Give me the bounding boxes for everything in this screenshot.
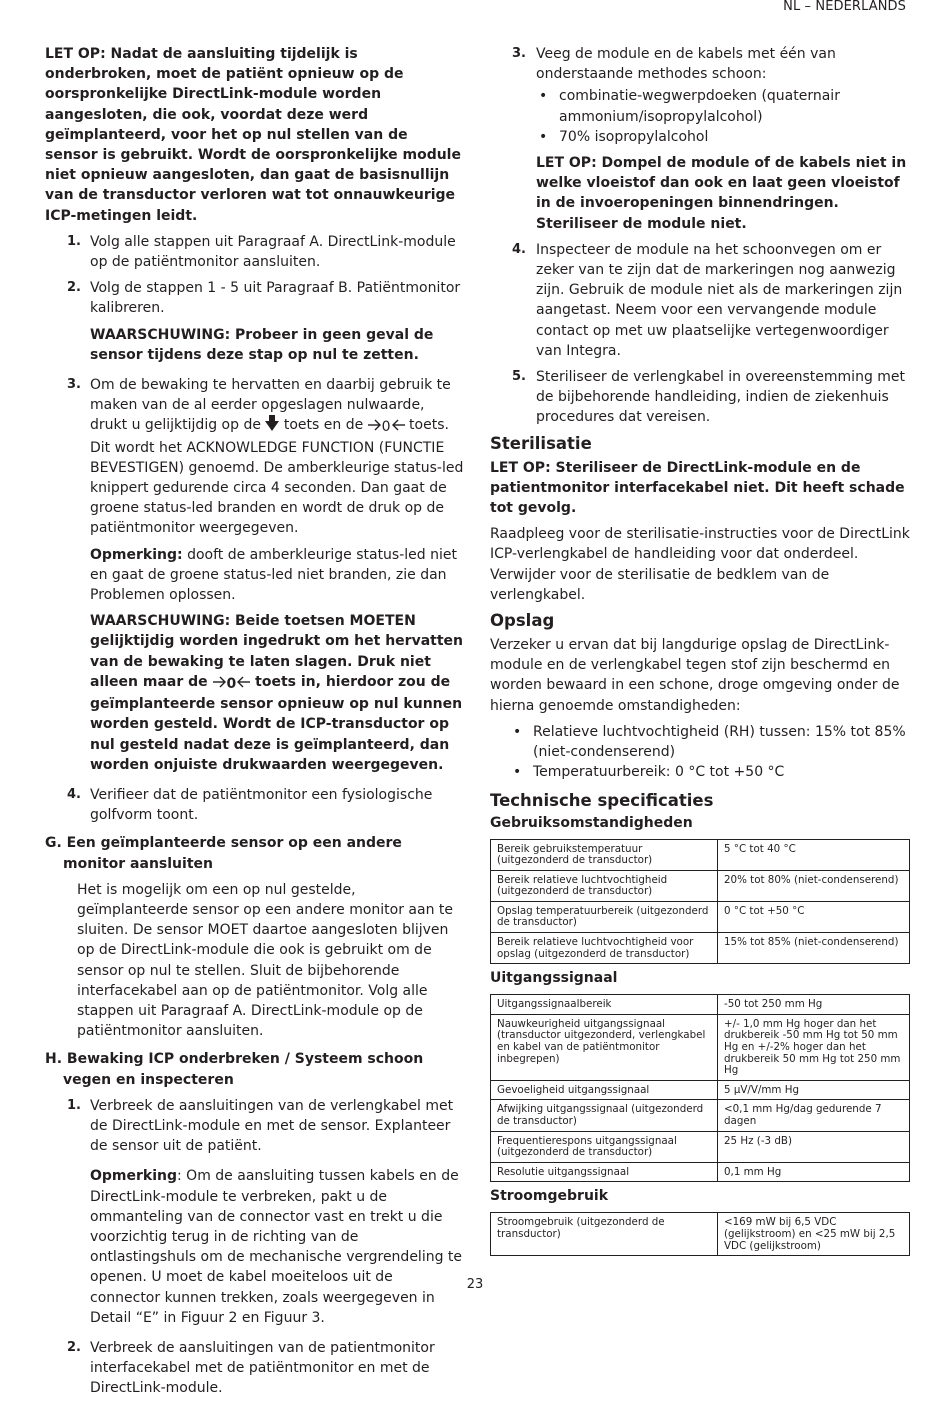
table-cell: Gevoeligheid uitgangssignaal <box>491 1080 718 1100</box>
h-step-1 <box>45 1096 465 1157</box>
step-2 <box>45 278 465 318</box>
h-step-1-note <box>45 1166 465 1328</box>
clean-caution: LET OP: Dompel de module of de kabels niet in welke vloeistof dan ook en laat geen vloeistof in de invoeropeningen binnendringen. Steriliseer de module niet. <box>536 155 907 232</box>
bullet-text: 70% isopropylalcohol <box>559 128 709 145</box>
section-h-title: H. Bewaking ICP onderbreken / Systeem schoon vegen en inspecteren <box>45 1051 424 1088</box>
step-3-warning <box>45 611 465 775</box>
step-text-post: toets. Dit wordt het ACKNOWLEDGE FUNCTION (FUNCTIE BEVESTIGEN) genoemd. De amberkleurige status-led knippert gedurende circa 4 seconden. Dan gaat de groene status-led branden en wordt de druk op de patiëntmonitor weergegeven. <box>90 417 464 537</box>
stroom-table <box>490 1212 910 1256</box>
table-row <box>491 839 910 870</box>
table-row <box>491 901 910 932</box>
zero-key-icon <box>368 417 405 437</box>
step-1 <box>45 232 465 272</box>
table-cell: +/- 1,0 mm Hg hoger dan het drukbereik -50 mm Hg tot 50 mm Hg en +/-2% hoger dan het drukbereik 50 mm Hg tot 250 mm Hg <box>718 1014 910 1080</box>
table-cell: Uitgangssignaalbereik <box>491 995 718 1015</box>
table-cell: 5 μV/V/mm Hg <box>718 1080 910 1100</box>
table-row <box>491 1213 910 1256</box>
step-number: 2. <box>67 1339 81 1355</box>
language-header: NL – NEDERLANDS <box>783 0 906 14</box>
table-cell: Afwijking uitgangssignaal (uitgezonderd de transductor) <box>491 1100 718 1131</box>
step-2-warning: WAARSCHUWING: Probeer in geen geval de sensor tijdens deze stap op nul te zetten. <box>90 326 434 363</box>
table-row <box>491 933 910 964</box>
section-g-text: Het is mogelijk om een op nul gestelde, geïmplanteerde sensor op een andere monitor aan te sluiten. De sensor MOET daartoe aangesloten blijven op de DirectLink-module die ook is gebruikt om de sensor op nul te stellen. Sluit de bijbehorende interfacekabel aan op de patiëntmonitor. Volg alle stappen uit Paragraaf A. DirectLink-module op de patiëntmonitor aansluiten. <box>77 881 454 1040</box>
table-row <box>491 1014 910 1080</box>
step-4-inspect <box>490 240 910 361</box>
table-cell: Bereik relatieve luchtvochtigheid voor opslag (uitgezonderd de transductor) <box>491 933 718 964</box>
bullet-item: • Temperatuurbereik: 0 °C tot +50 °C <box>513 764 785 781</box>
step-text: Inspecteer de module na het schoonvegen om er zeker van te zijn dat de markeringen nog aanwezig zijn. Gebruik de module niet als de markeringen zijn aangetast. Neem voor een vervangende module contact op met uw plaatselijke vertegenwoordiger van Integra. <box>536 241 903 359</box>
zero-key-icon <box>213 674 251 694</box>
table-cell: Resolutie uitgangssignaal <box>491 1162 718 1182</box>
step-number: 4. <box>512 241 526 257</box>
left-column <box>45 44 465 1405</box>
table-cell: <169 mW bij 6,5 VDC (gelijkstroom) en <25 mW bij 2,5 VDC (gelijkstroom) <box>718 1213 910 1256</box>
step-text: Verbreek de aansluitingen van de verlengkabel met de DirectLink-module en met de sensor. Explanteer de sensor uit de patiënt. <box>90 1097 454 1155</box>
down-arrow-key-icon <box>265 415 279 437</box>
warning-text-post: toets in, hierdoor zou de geïmplanteerde sensor opnieuw op nul kunnen worden gesteld. Wordt de ICP-transductor op nul gesteld nadat deze is geïmplanteerd, dan worden onjuiste drukwaarden weergegeven. <box>90 673 463 773</box>
table-cell: <0,1 mm Hg/dag gedurende 7 dagen <box>718 1100 910 1131</box>
step-3-clean <box>490 44 910 84</box>
gebruik-heading: Gebruiksomstandigheden <box>490 814 693 831</box>
step-number: 1. <box>67 233 81 249</box>
stroom-heading: Stroomgebruik <box>490 1188 609 1205</box>
bullet-text: Relatieve luchtvochtigheid (RH) tussen: 15% tot 85% (niet-condenserend) <box>533 723 906 761</box>
step-3 <box>45 375 465 539</box>
table-cell: Bereik gebruikstemperatuur (uitgezonderd de transductor) <box>491 839 718 870</box>
step-text: Steriliseer de verlengkabel in overeenstemming met de bijbehorende handleiding, indien de ziekenhuis procedures dat vereisen. <box>536 369 906 426</box>
h-step-2 <box>45 1338 465 1399</box>
bullet-text: Temperatuurbereik: 0 °C tot +50 °C <box>533 764 785 781</box>
table-row <box>491 995 910 1015</box>
table-cell: Bereik relatieve luchtvochtigheid (uitgezonderd de transductor) <box>491 870 718 901</box>
note-text: : Om de aansluiting tussen kabels en de DirectLink-module te verbreken, pakt u de ommanteling van de connector vast en trekt u die voorzichtig terug in de richting van de ontlastingshuls om de mechanische vergrendeling te openen. U moet de kabel moeiteloos uit de connector kunnen trekken, zoals weergegeven in Detail “E” in Figuur 2 en Figuur 3. <box>90 1168 463 1326</box>
bullet-item: • 70% isopropylalcohol <box>539 128 709 145</box>
sterilisatie-text: Raadpleeg voor de sterilisatie-instructies voor de DirectLink ICP-verlengkabel de handleiding voor dat onderdeel. Verwijder voor de sterilisatie de bedklem van de verlengkabel. <box>490 526 910 603</box>
step-number: 2. <box>67 280 81 296</box>
table-cell: 5 °C tot 40 °C <box>718 839 910 870</box>
table-cell: Frequentierespons uitgangssignaal (uitgezonderd de transductor) <box>491 1131 718 1162</box>
table-cell: 25 Hz (-3 dB) <box>718 1131 910 1162</box>
note-text: dooft de amberkleurige status-led niet en gaat de groene status-led niet branden, zie dan Problemen oplossen. <box>90 546 457 604</box>
reconnect-caution: LET OP: Nadat de aansluiting tijdelijk is onderbroken, moet de patiënt opnieuw op de oorspronkelijke DirectLink-module worden aangesloten, die ook, voordat deze werd geïmplanteerd, voor het op nul stellen van de sensor is gebruikt. Wordt de oorspronkelijke module niet opnieuw aangesloten, dan gaat de basisnullijn van de transductor verloren wat tot onnauwkeurige ICP-metingen leidt. <box>45 46 461 224</box>
bullet-text: combinatie-wegwerpdoeken (quaternair ammonium/isopropylalcohol) <box>559 88 840 125</box>
bullet-item: • combinatie-wegwerpdoeken (quaternair ammonium/isopropylalcohol) <box>539 88 840 125</box>
step-text-pre: Om de bewaking te hervatten en daarbij gebruik te maken van de al eerder opgeslagen nulwaarde, drukt u gelijktijdig op de <box>90 377 451 434</box>
zero-digit: 0 <box>381 419 391 436</box>
table-row <box>491 870 910 901</box>
gebruik-table <box>490 839 910 965</box>
tech-specs-heading: Technische specificaties <box>490 790 714 810</box>
step-number: 4. <box>67 786 81 802</box>
sterilisatie-caution: LET OP: Steriliseer de DirectLink-module en de patientmonitor interfacekabel niet. Dit heeft schade tot gevolg. <box>490 459 905 517</box>
step-number: 3. <box>512 46 526 61</box>
table-cell: 0 °C tot +50 °C <box>718 901 910 932</box>
note-label: Opmerking: <box>90 546 183 563</box>
table-cell: Nauwkeurigheid uitgangssignaal (transductor uitgezonderd, verlengkabel en kabel van de patiëntmonitor inbegrepen) <box>491 1014 718 1080</box>
step-3-note <box>45 545 465 606</box>
step-text: Verbreek de aansluitingen van de patientmonitor interfacekabel met de patiëntmonitor en met de DirectLink-module. <box>90 1339 435 1397</box>
page-number: 23 <box>466 1277 484 1292</box>
uitgang-heading: Uitgangssignaal <box>490 970 618 987</box>
step-text: Volg alle stappen uit Paragraaf A. DirectLink-module op de patiëntmonitor aansluiten. <box>90 233 456 271</box>
step-number: 3. <box>67 377 81 393</box>
section-g-title: G. Een geïmplanteerde sensor op een andere monitor aansluiten <box>45 835 402 872</box>
warning-text-pre: WAARSCHUWING: Beide toetsen MOETEN gelijktijdig worden ingedrukt om het hervatten van de bewaking te laten slagen. Druk niet alleen maar de <box>90 613 463 690</box>
table-cell: 15% tot 85% (niet-condenserend) <box>718 933 910 964</box>
uitgang-table <box>490 994 910 1182</box>
step-text: Verifieer dat de patiëntmonitor een fysiologische golfvorm toont. <box>90 786 433 824</box>
table-cell: Stroomgebruik (uitgezonderd de transductor) <box>491 1213 718 1256</box>
right-column <box>490 44 910 1262</box>
table-cell: Opslag temperatuurbereik (uitgezonderd de transductor) <box>491 901 718 932</box>
bullet-item: • Relatieve luchtvochtigheid (RH) tussen: 15% tot 85% (niet-condenserend) <box>513 723 906 761</box>
zero-digit: 0 <box>226 675 237 692</box>
table-row <box>491 1080 910 1100</box>
step-text-mid: toets en de <box>283 417 364 434</box>
sterilisatie-heading: Sterilisatie <box>490 433 592 453</box>
note-label: Opmerking <box>90 1168 178 1185</box>
table-cell: -50 tot 250 mm Hg <box>718 995 910 1015</box>
step-number: 1. <box>67 1097 81 1113</box>
step-text: Volg de stappen 1 - 5 uit Paragraaf B. Patiëntmonitor kalibreren. <box>90 280 461 317</box>
table-row <box>491 1131 910 1162</box>
table-row <box>491 1162 910 1182</box>
table-row <box>491 1100 910 1131</box>
opslag-heading: Opslag <box>490 611 555 631</box>
table-cell: 20% tot 80% (niet-condenserend) <box>718 870 910 901</box>
step-text: Veeg de module en de kabels met één van onderstaande methodes schoon: <box>536 46 836 83</box>
step-5-sterilize <box>490 367 910 428</box>
step-4 <box>45 785 465 825</box>
table-cell: 0,1 mm Hg <box>718 1162 910 1182</box>
opslag-text: Verzeker u ervan dat bij langdurige opslag de DirectLink-module en de verlengkabel tegen stof zijn beschermd en worden bewaard in een schone, droge omgeving onder de hierna genoemde omstandigheden: <box>490 637 900 714</box>
step-number: 5. <box>512 369 526 385</box>
